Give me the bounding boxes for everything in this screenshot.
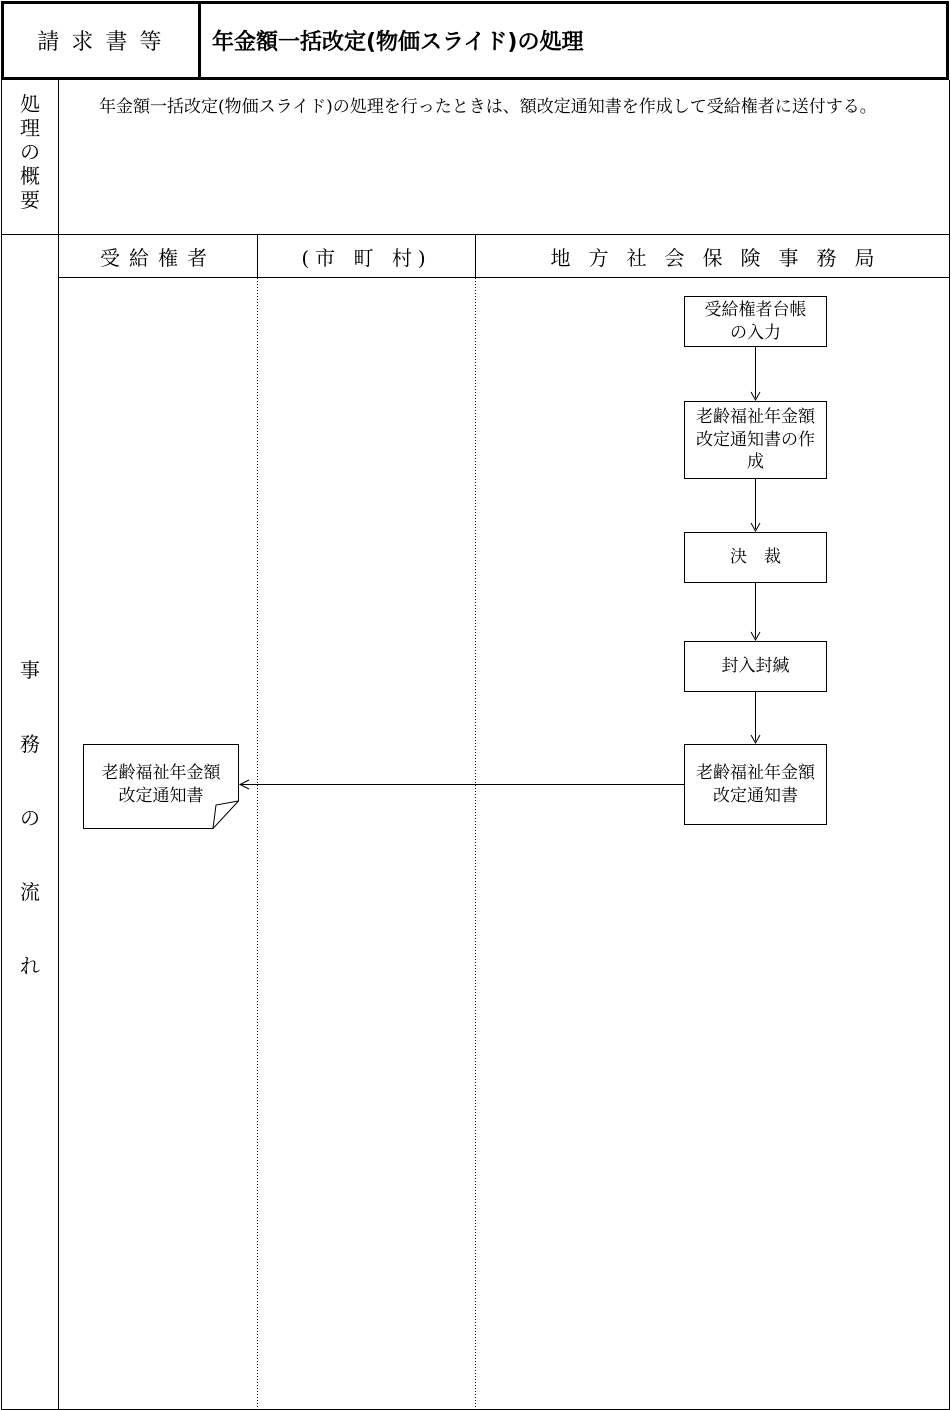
flow-label-char: れ xyxy=(20,954,40,978)
process-box-create-notice xyxy=(684,401,827,479)
flow-label-char: 事 xyxy=(20,658,40,682)
box-line: の入力 xyxy=(730,322,781,343)
document-line: 老齢福祉年金額 xyxy=(101,763,221,783)
process-box-approval xyxy=(684,532,827,583)
process-box-ledger-input xyxy=(684,296,827,347)
header-title: 年金額一括改定(物価スライド)の処理 xyxy=(212,30,584,55)
header-label: 請求書等 xyxy=(4,4,201,77)
summary-label-char: 理 xyxy=(20,116,40,140)
flow-label-char: 流 xyxy=(20,880,40,904)
process-box-enclose-seal xyxy=(684,641,827,692)
summary-label xyxy=(2,92,58,212)
lane-header-regional-office: 地方社会保険事務局 xyxy=(550,245,893,270)
summary-label-char: 要 xyxy=(20,188,40,212)
box-line: 受給権者台帳 xyxy=(704,299,807,320)
document-line: 改定通知書 xyxy=(118,785,204,806)
box-line: 改定通知書の作 xyxy=(696,429,815,450)
box-line: 成 xyxy=(747,452,764,473)
summary-label-char: 処 xyxy=(20,92,40,116)
box-line: 老齢福祉年金額 xyxy=(696,762,815,783)
lane-header-recipient: 受給権者 xyxy=(100,245,216,270)
box-line: 封入封緘 xyxy=(721,656,790,677)
summary-label-char: の xyxy=(20,140,40,164)
flow-label-char: 務 xyxy=(20,732,40,756)
lane-header-municipality: (市 町 村) xyxy=(301,245,432,270)
flow-label xyxy=(2,633,58,1003)
process-box-notice xyxy=(684,744,827,825)
box-line: 改定通知書 xyxy=(713,785,798,806)
box-line: 老齢福祉年金額 xyxy=(696,406,815,427)
summary-text: 年金額一括改定(物価スライド)の処理を行ったときは、額改定通知書を作成して受給権者に送付する。 xyxy=(99,97,877,117)
box-line: 決 裁 xyxy=(730,547,781,568)
flow-label-char: の xyxy=(20,806,40,830)
document-recipient-notice xyxy=(84,762,238,808)
summary-label-char: 概 xyxy=(20,164,40,188)
